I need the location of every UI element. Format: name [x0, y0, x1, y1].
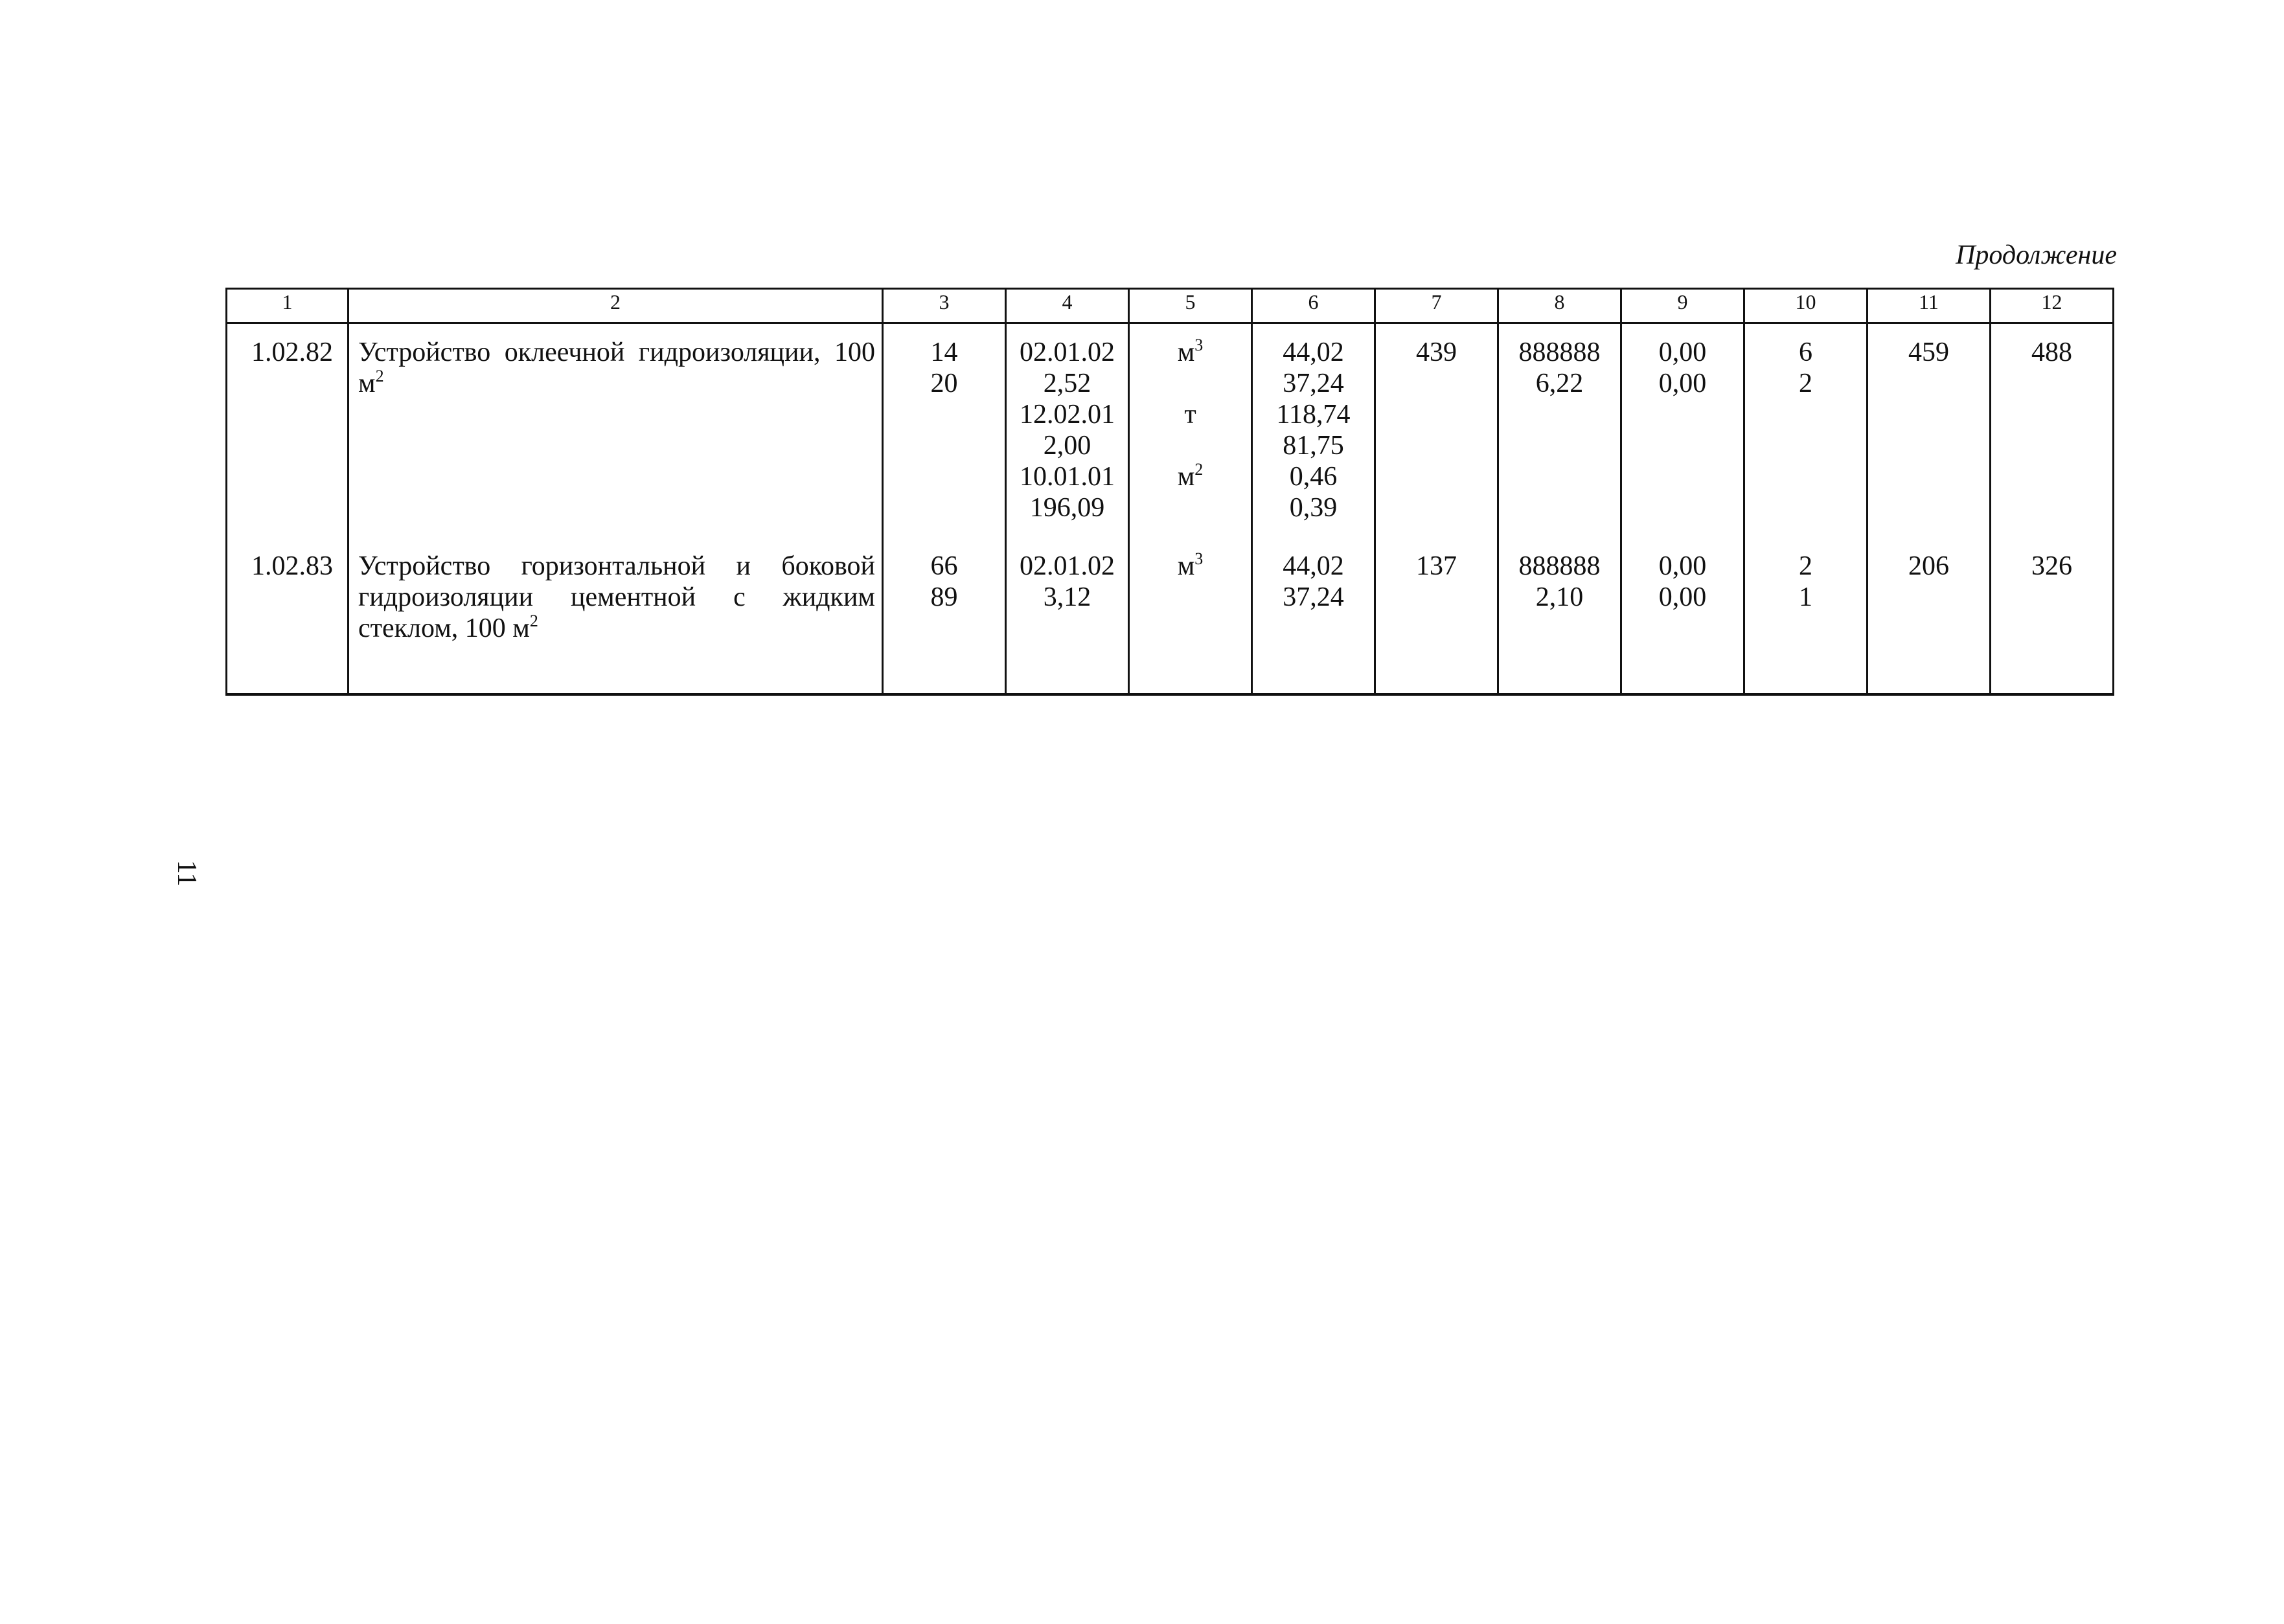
column-header: 5: [1129, 289, 1252, 323]
column-header: 3: [883, 289, 1006, 323]
cell-line: 2: [1799, 551, 1812, 581]
column-header: 11: [1867, 289, 1991, 323]
unit-line: [1130, 430, 1251, 461]
cell-col8: [1498, 551, 1621, 694]
cell-line: 37,24: [1283, 369, 1344, 398]
cell-col6: [1252, 337, 1375, 551]
cell-line: 118,74: [1276, 400, 1351, 429]
page-number: 11: [172, 860, 202, 887]
unit-line: [1130, 337, 1251, 368]
description-superscript: 2: [529, 612, 538, 630]
row-description: [348, 551, 883, 694]
column-number-row: [227, 289, 2114, 323]
cell-line: 137: [1416, 551, 1457, 581]
cell-line: 12.02.01: [1020, 400, 1115, 429]
cell-line: 1: [1799, 582, 1812, 612]
row-code: 1.02.82: [227, 337, 348, 551]
column-header: 1: [227, 289, 348, 323]
row-description: [348, 337, 883, 551]
cell-line: 0,39: [1289, 493, 1338, 523]
description-superscript: 2: [375, 367, 384, 385]
cell-col9: [1621, 337, 1744, 551]
unit-text: м: [1177, 551, 1195, 581]
cell-line: 459: [1908, 337, 1949, 367]
cell-col11: [1867, 551, 1991, 694]
cell-line: 02.01.02: [1020, 551, 1115, 581]
unit-text: м: [1177, 462, 1195, 492]
unit-line: [1130, 551, 1251, 582]
cell-line: 89: [930, 582, 958, 612]
cell-line: 206: [1908, 551, 1949, 581]
cell-line: 2,10: [1535, 582, 1584, 612]
cell-line: 6: [1799, 337, 1812, 367]
cell-line: 44,02: [1283, 337, 1344, 367]
unit-line: [1130, 399, 1251, 430]
unit-line: [1130, 461, 1251, 492]
column-header: 4: [1006, 289, 1129, 323]
column-header: 8: [1498, 289, 1621, 323]
cell-line: 14: [930, 337, 958, 367]
cell-line: 0,00: [1658, 369, 1707, 398]
cell-line: 326: [2031, 551, 2072, 581]
cell-col8: [1498, 337, 1621, 551]
cell-line: 37,24: [1283, 582, 1344, 612]
cell-line: 488: [2031, 337, 2072, 367]
cell-line: 888888: [1518, 337, 1601, 367]
cell-col9: [1621, 551, 1744, 694]
unit-text: м: [1177, 337, 1195, 367]
unit-line: [1130, 368, 1251, 399]
description-text: Устройство горизонтальной и боковой гидроизоляции цементной с жидким стеклом, 100 м: [358, 551, 875, 643]
cell-line: 2,00: [1043, 431, 1091, 461]
cell-col12: [1991, 337, 2114, 551]
cell-line: 20: [930, 369, 958, 398]
table-row: [227, 551, 2114, 694]
cell-col4: [1006, 551, 1129, 694]
cell-col10: [1744, 551, 1867, 694]
cell-col6: [1252, 551, 1375, 694]
cell-line: 02.01.02: [1020, 337, 1115, 367]
cell-line: 44,02: [1283, 551, 1344, 581]
cell-line: 2,52: [1043, 369, 1091, 398]
column-header: 9: [1621, 289, 1744, 323]
row-code: 1.02.83: [227, 551, 348, 694]
cell-line: 6,22: [1535, 369, 1584, 398]
unit-text: т: [1184, 400, 1196, 429]
column-header: 2: [348, 289, 883, 323]
cell-col5: [1129, 337, 1252, 551]
data-table: [225, 288, 2114, 696]
cell-col3: [883, 551, 1006, 694]
cell-line: 66: [930, 551, 958, 581]
cell-col4: [1006, 337, 1129, 551]
cell-line: 2: [1799, 369, 1812, 398]
cell-col7: [1375, 551, 1498, 694]
cell-col10: [1744, 337, 1867, 551]
cell-col12: [1991, 551, 2114, 694]
cell-line: 439: [1416, 337, 1457, 367]
cell-col7: [1375, 337, 1498, 551]
spacer-row: [227, 323, 2114, 337]
column-header: 10: [1744, 289, 1867, 323]
cell-line: 0,00: [1658, 337, 1707, 367]
cell-line: 0,00: [1658, 582, 1707, 612]
column-header: 12: [1991, 289, 2114, 323]
continuation-label: Продолжение: [1956, 240, 2117, 270]
cell-line: 0,00: [1658, 551, 1707, 581]
cell-col5: [1129, 551, 1252, 694]
cell-line: 81,75: [1283, 431, 1344, 461]
cell-line: 196,09: [1029, 493, 1105, 523]
cell-line: 10.01.01: [1020, 462, 1115, 492]
description-text: Устройство оклеечной гидроизоляции, 100 м: [358, 337, 875, 398]
table-row: [227, 337, 2114, 551]
cell-line: 0,46: [1289, 462, 1338, 492]
cell-line: 888888: [1518, 551, 1601, 581]
cell-col11: [1867, 337, 1991, 551]
unit-superscript: 3: [1194, 549, 1204, 568]
unit-superscript: 2: [1194, 460, 1204, 479]
unit-superscript: 3: [1194, 336, 1204, 354]
cell-col3: [883, 337, 1006, 551]
column-header: 6: [1252, 289, 1375, 323]
column-header: 7: [1375, 289, 1498, 323]
cell-line: 3,12: [1043, 582, 1091, 612]
